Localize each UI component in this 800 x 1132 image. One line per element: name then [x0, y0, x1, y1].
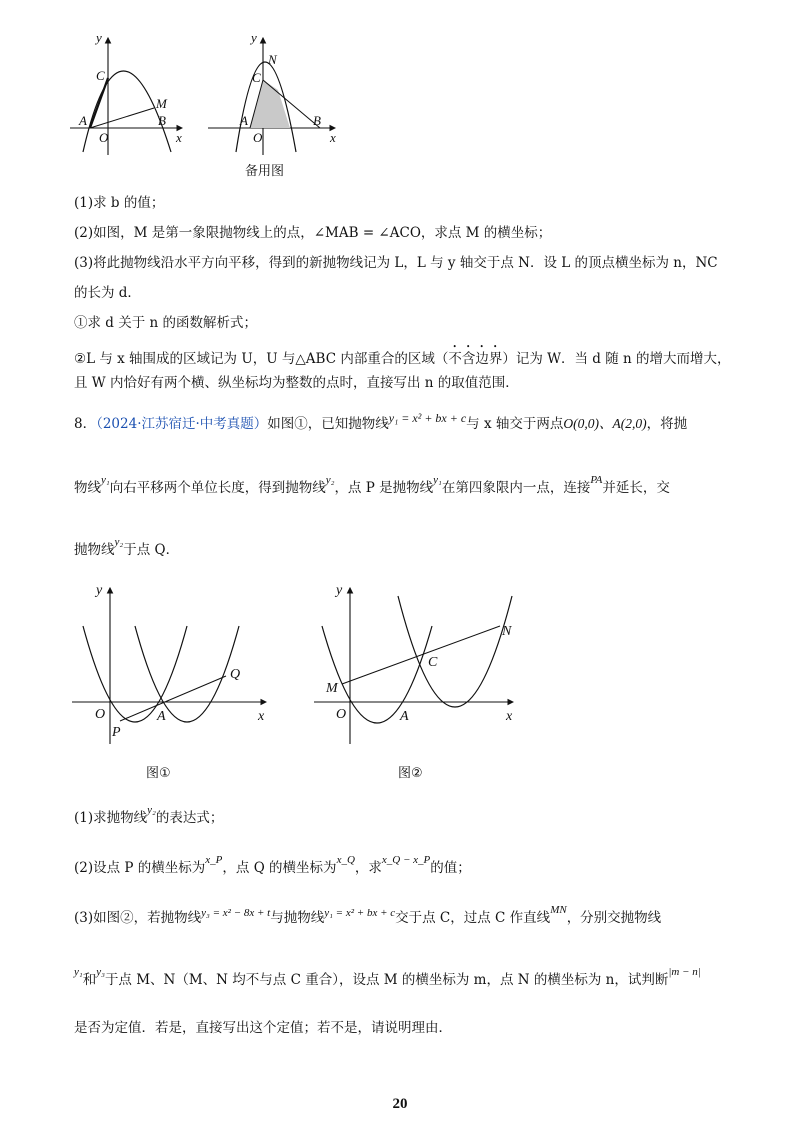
q8-l2-1: 物线 — [74, 480, 101, 496]
q7-part3d-end: ）记为 W．当 d 随 n 的增大而增大， — [502, 351, 731, 367]
label-y: y — [251, 30, 257, 45]
label-O: O — [253, 130, 263, 145]
label-y: y — [96, 30, 102, 45]
q8-number: 8． — [74, 416, 97, 432]
q7-part3c: ①求 d 关于 n 的函数解析式； — [74, 315, 258, 331]
label-N: N — [268, 52, 277, 67]
figure-q7-spare — [200, 30, 350, 159]
q8-l2-3: ，点 P 是抛物线 — [334, 480, 434, 496]
q8-sub3 — [74, 904, 662, 929]
q8-source: （2024·江苏宿迁·中考真题） — [96, 416, 268, 432]
q8-l2-2: 向右平移两个单位长度，得到抛物线 — [109, 480, 326, 496]
q8-y1-b: y₁ — [433, 474, 442, 486]
q8-y1-a: y₁ — [101, 474, 110, 486]
label-x: x — [506, 709, 513, 724]
label-Q: Q — [230, 667, 241, 682]
label-M: M — [156, 96, 167, 111]
q8-xP: x_P — [205, 854, 223, 866]
q8-sub2 — [74, 854, 471, 879]
q8-s2-3: ，求 — [354, 860, 382, 876]
q7-part3e: 且 W 内恰好有两个横、纵坐标均为整数的点时，直接写出 n 的取值范围． — [74, 375, 519, 391]
q8-y3: y₃ — [96, 966, 105, 978]
q8-intro-3: ，将抛 — [646, 416, 688, 432]
q8-s4-2: 于点 M、N（M、N 均不与点 C 重合），设点 M 的横坐标为 m，点 N 的横坐标为 n，试判断 — [104, 972, 669, 988]
q8-s3-4: ，分别交抛物线 — [566, 910, 662, 926]
q8-MN: MN — [550, 904, 567, 916]
label-A: A — [240, 113, 248, 128]
segment-AC — [90, 78, 108, 128]
label-y: y — [96, 583, 103, 598]
label-O: O — [336, 707, 347, 722]
figure-2 — [310, 578, 525, 752]
page-number: 20 — [392, 1096, 408, 1112]
q8-eq-y1: y₁ = x² + bx + c — [388, 411, 467, 425]
figure-1-caption: 图① — [146, 766, 171, 781]
q8-eq-y1-b: y₁ = x² + bx + c — [324, 907, 396, 919]
label-C: C — [252, 70, 261, 85]
figure-2-caption: 图② — [398, 766, 423, 781]
label-N: N — [502, 624, 512, 639]
q8-s1-2: 的表达式； — [155, 810, 224, 826]
q8-sub3-end: 是否为定值．若是，直接写出这个定值；若不是，请说明理由． — [74, 1020, 452, 1036]
figure-1 — [68, 578, 278, 752]
parabola-y3 — [398, 596, 512, 707]
q8-l3-2: 于点 Q． — [123, 542, 180, 558]
q8-eq-y3: y₃ = x² − 8x + t — [201, 907, 271, 919]
q8-diff: x_Q − x_P — [381, 854, 431, 866]
q8-sub3-cont — [74, 966, 701, 991]
label-A: A — [400, 709, 409, 724]
q8-y2-b: y₂ — [114, 536, 124, 548]
segment-AM — [90, 108, 154, 128]
q8-s3-2: 与抛物线 — [270, 910, 325, 926]
line-MN — [342, 626, 500, 684]
q8-PA: PA — [590, 474, 603, 486]
q7-emphasis-no-boundary: 不含边界 — [448, 351, 503, 367]
q8-y2-c: y₂ — [147, 804, 156, 816]
spare-figure-caption: 备用图 — [245, 164, 285, 179]
label-P: P — [112, 725, 121, 740]
label-A: A — [157, 709, 166, 724]
q8-l2-4: 在第四象限内一点，连接 — [441, 480, 591, 496]
q8-s3-3: 交于点 C，过点 C 作直线 — [395, 910, 551, 926]
q8-points: O(0,0)、A(2,0) — [563, 416, 647, 431]
q7-part3a: (3)将此抛物线沿水平方向平移，得到的新抛物线记为 L，L 与 y 轴交于点 N．设 L 的顶点横坐标为 n，NC — [74, 255, 718, 271]
figure-q7-main — [70, 30, 200, 159]
q8-line2 — [74, 474, 670, 499]
q8-line1 — [74, 411, 688, 434]
q7-part3b: 的长为 d． — [74, 285, 141, 301]
q8-s3-1: (3)如图②，若抛物线 — [74, 910, 202, 926]
label-A: A — [79, 113, 87, 128]
label-B: B — [158, 113, 166, 128]
label-O: O — [95, 707, 106, 722]
label-y: y — [336, 583, 343, 598]
q8-l2-5: 并延长，交 — [602, 480, 670, 496]
label-O: O — [99, 130, 109, 145]
label-C: C — [96, 68, 105, 83]
q8-s2-4: 的值； — [430, 860, 471, 876]
q8-abs: |m − n| — [668, 966, 701, 978]
q7-part2: (2)如图，M 是第一象限抛物线上的点，∠MAB = ∠ACO，求点 M 的横坐标； — [74, 225, 552, 241]
q8-s2-1: (2)设点 P 的横坐标为 — [74, 860, 206, 876]
q7-part3d — [74, 343, 731, 369]
q8-line3 — [74, 536, 180, 561]
q8-sub1 — [74, 804, 224, 829]
q8-intro-1: 如图①，已知抛物线 — [267, 416, 389, 432]
q8-intro-2: 与 x 轴交于两点 — [466, 416, 564, 432]
q7-part3d-start: ②L 与 x 轴围成的区域记为 U，U 与△ABC 内部重合的区域（ — [74, 351, 449, 367]
q8-s1-1: (1)求抛物线 — [74, 810, 148, 826]
q8-l3-1: 抛物线 — [74, 542, 115, 558]
label-x: x — [330, 130, 336, 145]
label-x: x — [258, 709, 265, 724]
label-M: M — [326, 681, 338, 696]
q8-y2-a: y₂ — [325, 474, 335, 486]
q8-xQ: x_Q — [336, 854, 355, 866]
label-C: C — [428, 655, 438, 670]
q8-s4-1: 和 — [82, 972, 97, 988]
label-x: x — [176, 130, 182, 145]
q7-part1: (1)求 b 的值； — [74, 195, 165, 211]
q8-s2-2: ，点 Q 的横坐标为 — [222, 860, 337, 876]
q8-y1-c: y₁ — [74, 966, 83, 978]
label-B: B — [313, 113, 321, 128]
